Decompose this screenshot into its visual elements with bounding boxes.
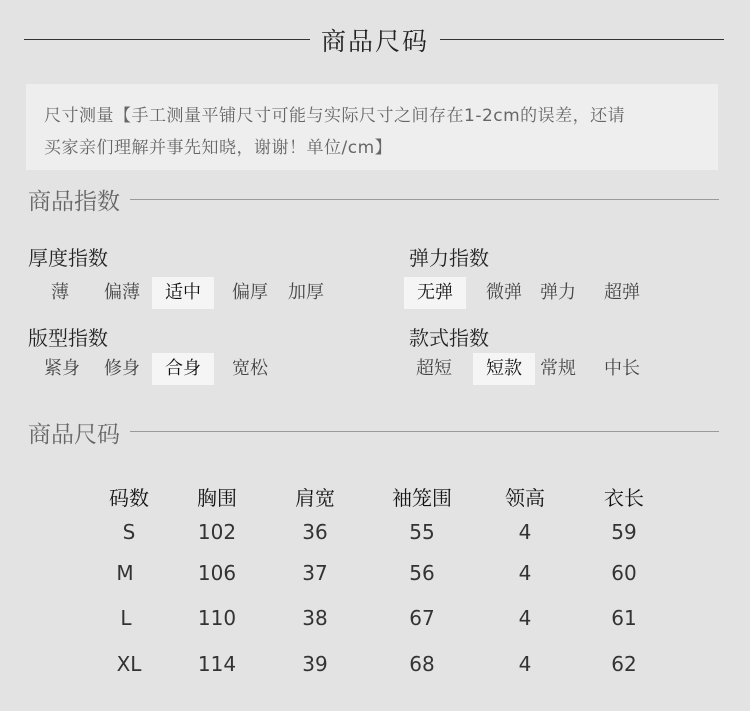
size-section-line [130, 431, 719, 432]
thickness-option: 偏薄 [104, 282, 140, 303]
size-table-header: 袖笼围 [392, 486, 452, 510]
index-section-line [130, 199, 719, 200]
thickness-option-selected: 适中 [152, 277, 214, 309]
thickness-option: 偏厚 [232, 282, 268, 303]
size-table-cell: S [122, 520, 136, 544]
size-table-header: 领高 [505, 486, 545, 510]
size-table-cell: 67 [409, 606, 435, 630]
fit-option: 修身 [104, 358, 140, 379]
index-section-title: 商品指数 [28, 189, 120, 215]
size-table-header: 码数 [109, 486, 149, 510]
size-section-title: 商品尺码 [28, 422, 120, 448]
measurement-note [26, 84, 718, 170]
size-table-header: 胸围 [197, 486, 237, 510]
header-line-left [24, 39, 310, 40]
size-table-cell: 59 [611, 520, 637, 544]
note-line-1: 尺寸测量【手工测量平铺尺寸可能与实际尺寸之间存在1-2cm的误差，还请 [44, 106, 626, 126]
style-option-selected: 短款 [473, 353, 535, 385]
style-option: 常规 [540, 358, 576, 379]
style-option: 中长 [604, 358, 640, 379]
size-table-cell: M [116, 561, 134, 585]
fit-option-selected: 合身 [152, 353, 214, 385]
size-table-cell: 4 [518, 561, 532, 585]
size-table-cell: 37 [302, 561, 328, 585]
size-table-cell: 114 [197, 652, 237, 676]
size-table-cell: 110 [197, 606, 237, 630]
elasticity-label: 弹力指数 [409, 246, 489, 270]
elasticity-option: 超弹 [604, 282, 640, 303]
size-table-cell: 55 [409, 520, 435, 544]
size-table-cell: 4 [518, 652, 532, 676]
size-table-cell: XL [116, 652, 142, 676]
size-table-cell: 106 [197, 561, 237, 585]
elasticity-option: 弹力 [540, 282, 576, 303]
fit-label: 版型指数 [28, 326, 108, 350]
size-table-cell: 39 [302, 652, 328, 676]
style-label: 款式指数 [409, 326, 489, 350]
page-title: 商品尺码 [320, 27, 429, 56]
size-table-cell: 102 [197, 520, 237, 544]
size-table-cell: L [120, 606, 132, 630]
size-table-cell: 36 [302, 520, 328, 544]
style-option: 超短 [416, 358, 452, 379]
fit-option: 紧身 [44, 358, 80, 379]
size-table-cell: 61 [611, 606, 637, 630]
size-table-cell: 56 [409, 561, 435, 585]
size-table-cell: 68 [409, 652, 435, 676]
size-table-cell: 4 [518, 520, 532, 544]
elasticity-option: 微弹 [486, 282, 522, 303]
thickness-option: 加厚 [288, 282, 324, 303]
size-table-cell: 4 [518, 606, 532, 630]
size-table-cell: 38 [302, 606, 328, 630]
fit-option: 宽松 [232, 358, 268, 379]
note-line-2: 买家亲们理解并事先知晓，谢谢！单位/cm】 [44, 138, 393, 158]
size-table-header: 衣长 [604, 486, 644, 510]
thickness-label: 厚度指数 [28, 246, 108, 270]
size-table-cell: 60 [611, 561, 637, 585]
header-line-right [440, 39, 724, 40]
size-table-header: 肩宽 [295, 486, 335, 510]
thickness-option: 薄 [51, 282, 69, 303]
elasticity-option-selected: 无弹 [404, 277, 466, 309]
size-table-cell: 62 [611, 652, 637, 676]
